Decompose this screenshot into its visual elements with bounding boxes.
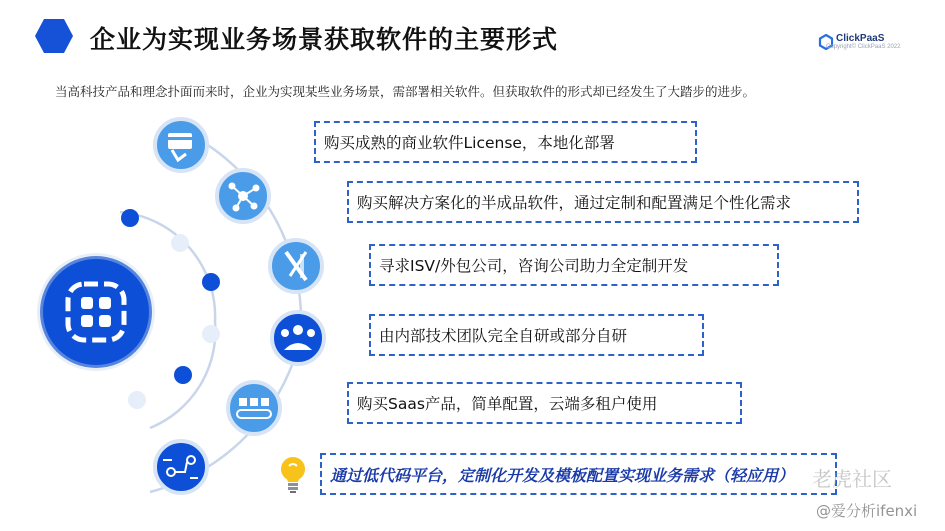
- lowcode-flow-icon: [155, 441, 207, 493]
- network-nodes-icon: [217, 170, 269, 222]
- method-box-semi-finished: 购买解决方案化的半成品软件，通过定制和配置满足个性化需求: [347, 181, 859, 223]
- watermark-ifenxi: @爱分析ifenxi: [816, 502, 918, 520]
- logo-copyright: Copyright© ClickPaaS 2022: [826, 44, 901, 50]
- conveyor-icon: [228, 382, 280, 434]
- logo-name: ClickPaaS: [836, 33, 885, 44]
- credit-card-hand-icon: [155, 119, 207, 171]
- method-box-low-code: 通过低代码平台，定制化开发及模板配置实现业务需求（轻应用）: [320, 453, 837, 495]
- tools-icon: [270, 240, 322, 292]
- intro-text: 当高科技产品和理念扑面而来时，企业为实现某些业务场景，需部署相关软件。但获取软件的形式却已经发生了大踏步的进步。: [55, 84, 756, 99]
- team-icon: [272, 312, 324, 364]
- dot: [171, 234, 189, 252]
- dot: [174, 366, 192, 384]
- dot: [202, 273, 220, 291]
- method-box-commercial-license: 购买成熟的商业软件License，本地化部署: [314, 121, 697, 163]
- lightbulb-icon: [276, 454, 310, 494]
- page-title: 企业为实现业务场景获取软件的主要形式: [90, 25, 559, 54]
- method-box-saas: 购买Saas产品，简单配置，云端多租户使用: [347, 382, 742, 424]
- method-box-isv-outsourcing: 寻求ISV/外包公司，咨询公司助力全定制开发: [369, 244, 779, 286]
- method-box-in-house: 由内部技术团队完全自研或部分自研: [369, 314, 704, 356]
- dot: [128, 391, 146, 409]
- dot: [202, 325, 220, 343]
- dot: [121, 209, 139, 227]
- center-hub-icon: [40, 256, 152, 368]
- watermark-tiger-community: 老虎社区: [812, 467, 892, 491]
